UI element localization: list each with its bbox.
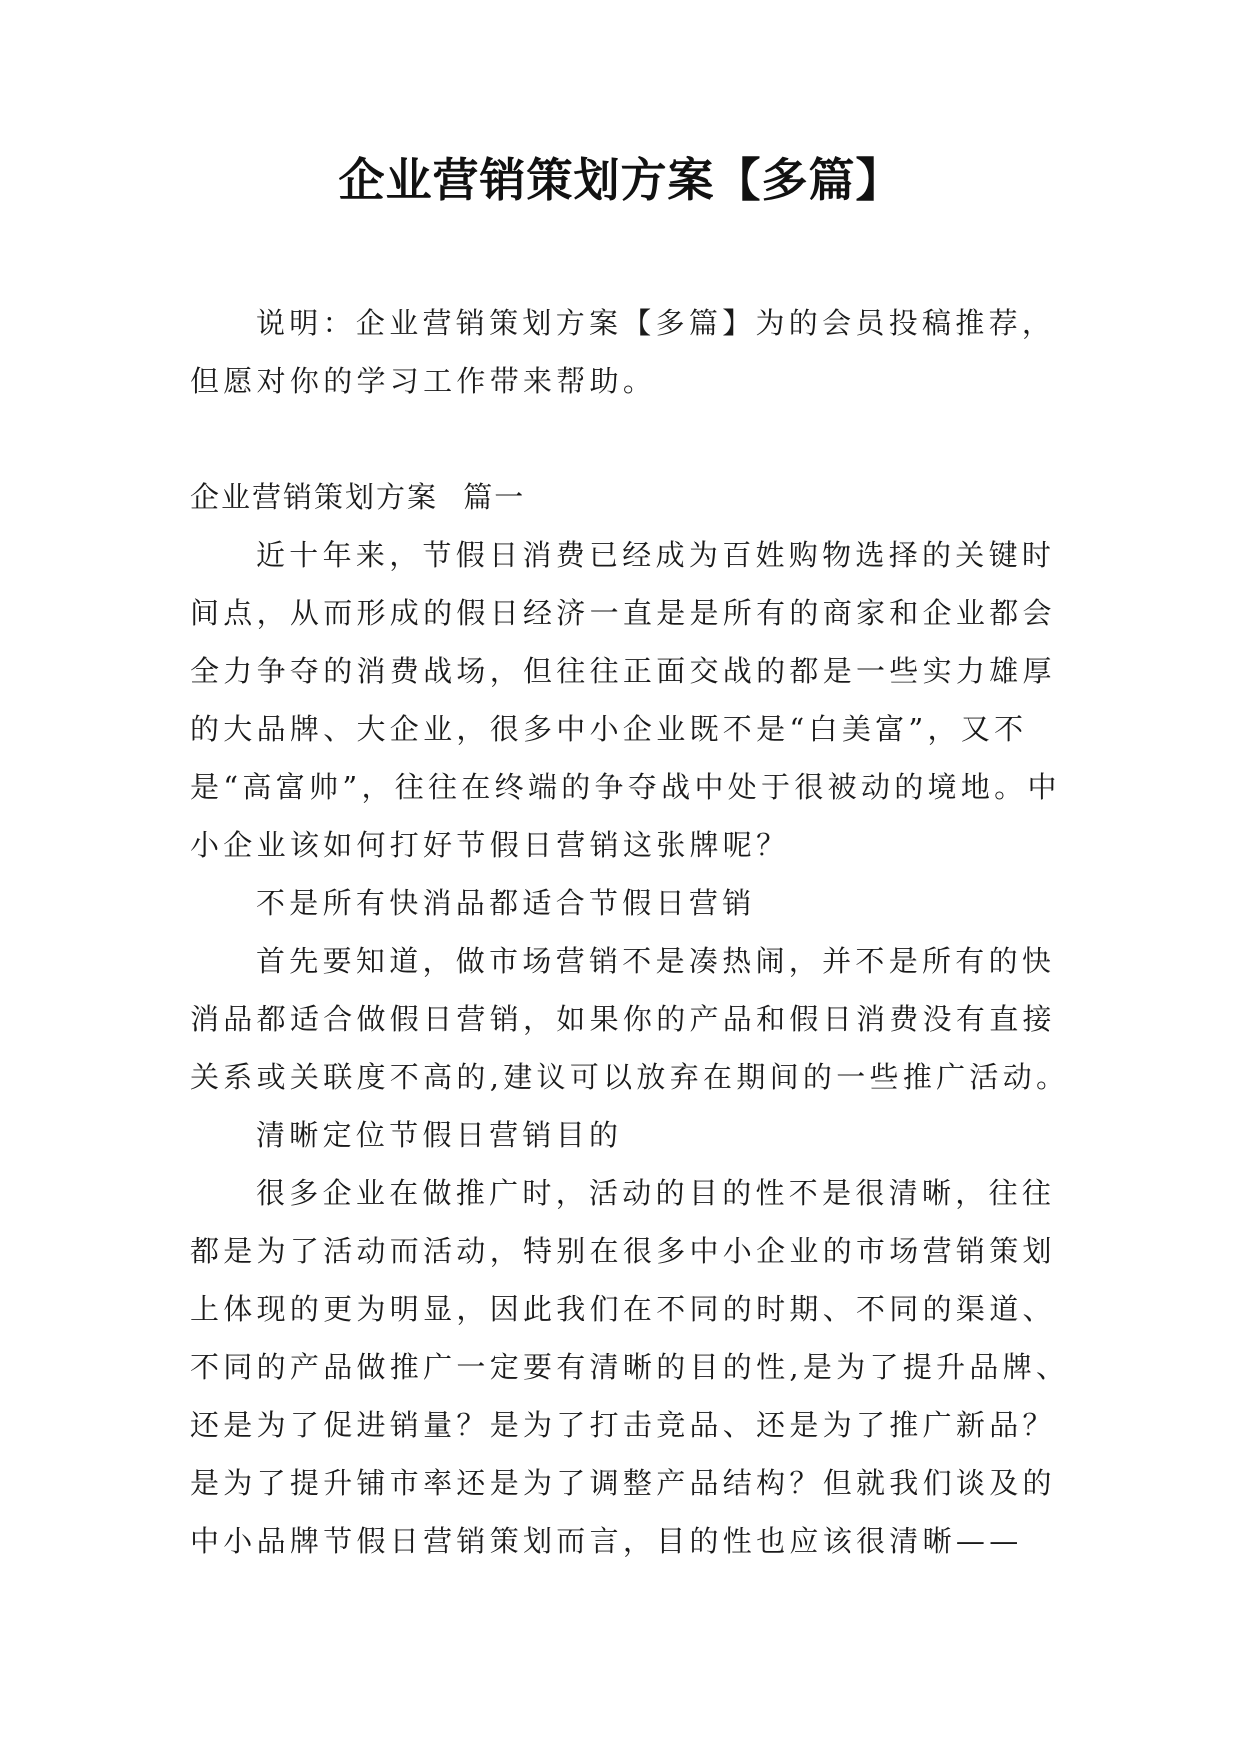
body-paragraph-2: 首先要知道，做市场营销不是凑热闹，并不是所有的快消品都适合做假日营销，如果你的产品和假日消费没有直接关系或关联度不高的,建议可以放弃在期间的一些推广活动。 xyxy=(190,944,1070,1094)
intro-paragraph: 说明：企业营销策划方案【多篇】为的会员投稿推荐，但愿对你的学习工作带来帮助。 xyxy=(190,306,1056,398)
document-title: 企业营销策划方案【多篇】 xyxy=(338,153,903,207)
body-paragraph-1: 近十年来，节假日消费已经成为百姓购物选择的关键时间点，从而形成的假日经济一直是是所有的商家和企业都会全力争夺的消费战场，但往往正面交战的都是一些实力雄厚的大品牌、大企业，很多中小企业既不是“白美富”，又不是“高富帅”，往往在终端的争夺战中处于很被动的境地。中小企业该如何打好节假日营销这张牌呢？ xyxy=(190,538,1061,862)
subheading-1: 不是所有快消品都适合节假日营销 xyxy=(256,886,756,920)
document-body xyxy=(190,294,1070,1570)
section-heading: 企业营销策划方案 篇一 xyxy=(190,480,526,514)
body-paragraph-3: 很多企业在做推广时，活动的目的性不是很清晰，往往都是为了活动而活动，特别在很多中小企业的市场营销策划上体现的更为明显，因此我们在不同的时期、不同的渠道、不同的产品做推广一定要有清晰的目的性,是为了提升品牌、还是为了促进销量？是为了打击竞品、还是为了推广新品？是为了提升铺市率还是为了调整产品结构？但就我们谈及的中小品牌节假日营销策划而言，目的性也应该很清晰—— xyxy=(190,1176,1070,1558)
subheading-2: 清晰定位节假日营销目的 xyxy=(256,1118,623,1152)
